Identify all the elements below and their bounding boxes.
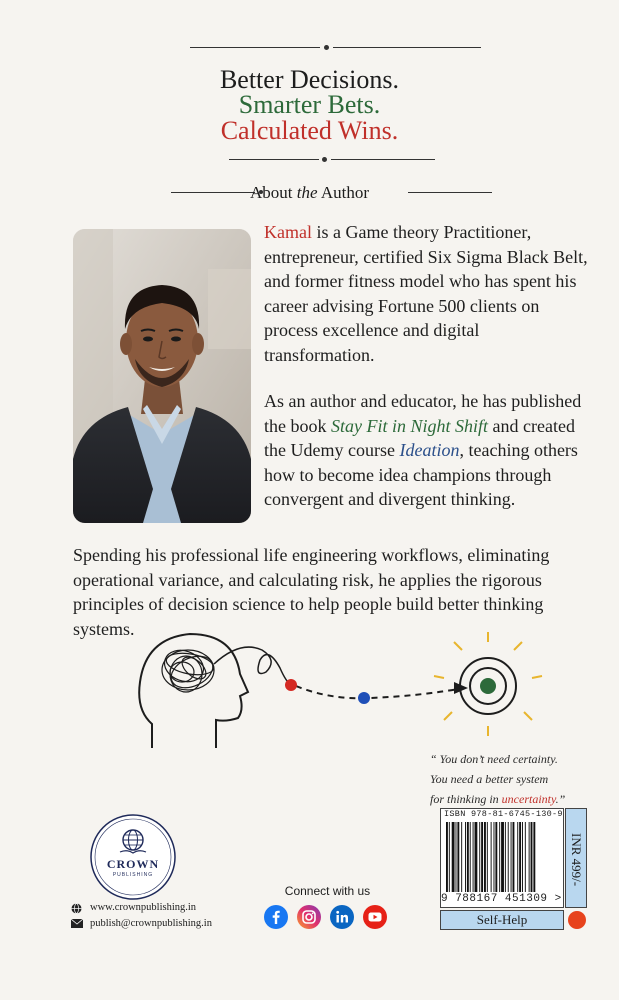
svg-text:CROWN: CROWN: [106, 857, 160, 871]
top-rule-dot: [324, 45, 329, 50]
tagline-line2: Smarter Bets.: [238, 90, 381, 119]
barcode-icon: [446, 822, 558, 892]
linkedin-icon[interactable]: [330, 905, 354, 929]
top-rule-left: [190, 47, 320, 48]
isbn-label: ISBN 978-81-6745-130-9: [444, 809, 563, 819]
connect-label: Connect with us: [284, 884, 371, 898]
email-link[interactable]: publish@crownpublishing.in: [90, 918, 212, 929]
globe-icon: [71, 903, 82, 914]
thinking-illustration: [130, 620, 560, 750]
mid-rule-right: [331, 159, 435, 160]
tagline-line3: Calculated Wins.: [220, 116, 399, 145]
mail-icon: [71, 919, 83, 928]
genre-label: Self-Help: [440, 910, 564, 930]
svg-text:PUBLISHING: PUBLISHING: [112, 872, 154, 878]
mid-rule-left: [229, 159, 319, 160]
bio-paragraph-3: Spending his professional life engineering workflows, eliminating operational variance, and calculating risk, he applies the rigorous principles of decision science to help people build better thinking systems.: [73, 545, 550, 639]
tagline-line1: Better Decisions.: [219, 65, 400, 94]
facebook-icon[interactable]: [264, 905, 288, 929]
bio-paragraph-2: As an author and educator, he has published the book Stay Fit in Night Shift and created the Udemy course Ideation, teaching others how to become idea champions through convergent and divergent thinking.: [264, 391, 582, 509]
mid-rule-dot: [322, 157, 327, 162]
price-label: INR 499/-: [569, 833, 584, 887]
website-link[interactable]: www.crownpublishing.in: [90, 902, 197, 913]
author-name: Kamal: [264, 222, 312, 242]
author-photo: [73, 229, 251, 523]
quote: “ You don’t need certainty. You need a better system for thinking in uncertainty.”: [430, 752, 566, 806]
instagram-icon[interactable]: [297, 905, 321, 929]
genre-dot: [568, 911, 586, 929]
bio-paragraph-1: Kamal is a Game theory Practitioner, entrepreneur, certified Six Sigma Black Belt, and former fitness model who has spent his career advising Fortune 500 clients on process excellence and digital transformation.: [264, 222, 588, 365]
book-title: Stay Fit in Night Shift: [331, 415, 488, 436]
ean-number: 9 788167 451309 >: [441, 893, 562, 905]
about-heading: About the Author: [249, 183, 369, 202]
crown-publishing-logo: [90, 814, 176, 900]
course-title: Ideation: [399, 440, 460, 460]
youtube-icon[interactable]: [363, 905, 387, 929]
top-rule-right: [333, 47, 481, 48]
